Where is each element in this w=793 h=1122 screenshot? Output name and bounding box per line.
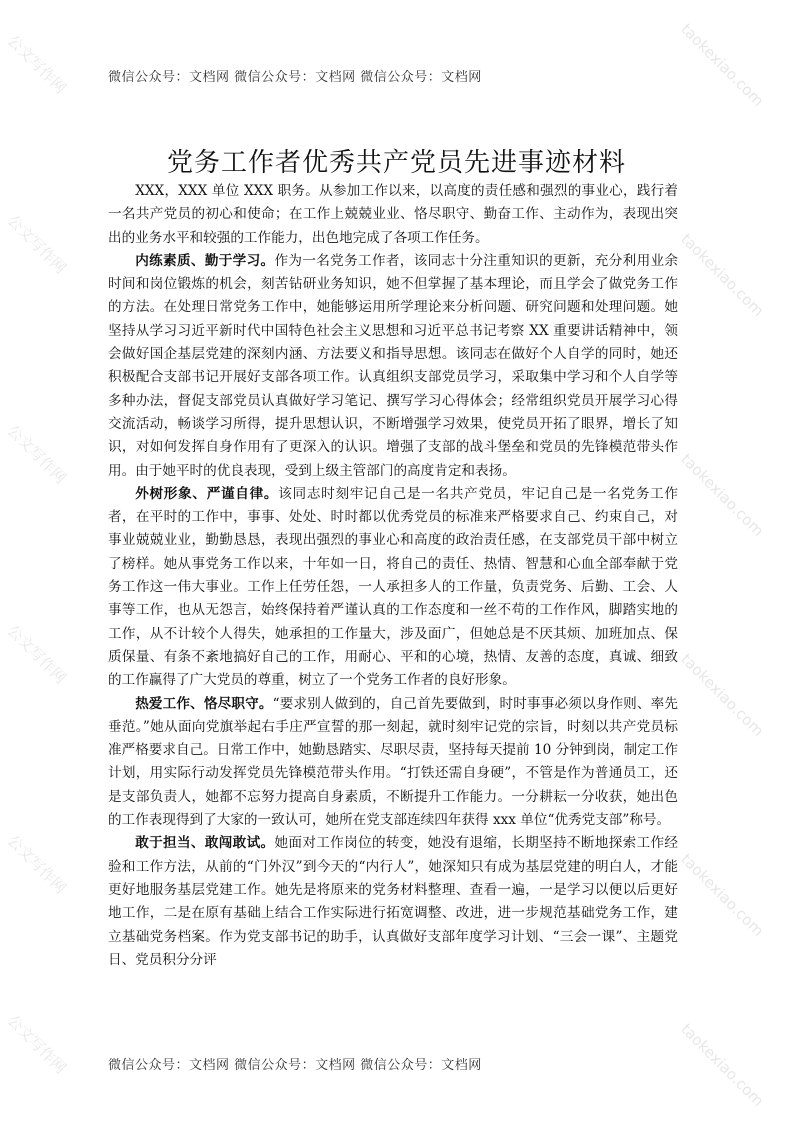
document-body [108,180,678,972]
watermark: 公文写作网 [3,31,70,98]
paragraph [108,180,678,250]
paragraph-text: “要求别人做到的，自己首先要做到，时时事事必须以身作则、率先垂范。”她从面向党旗举起右手庄严宣誓的那一刻起，就时刻牢记党的宗旨，时刻以共产党员标准严格要求自己。日常工作中，她勤恳踏实、尽职尽责，坚持每天提前 10 分钟到岗，制定工作计划，用实际行动发挥党员先锋模范带头作用。“打铁还需自身硬”，不管是作为普通员工，还是支部负责人，她都不忘努力提高自身素质，不断提升工作能力。一分耕耘一分收获，她出色的工作表现得到了大家的一致认可，她所在党支部连续四年获得 xxx 单位“优秀党支部”称号。 [108,695,679,829]
paragraph-lead: 敢于担当、敢闯敢试。 [135,835,275,852]
watermark: taokexiao.com [677,850,768,941]
paragraph [108,693,678,833]
watermark: 公文写作网 [3,621,70,688]
document-title: 党务工作者优秀共产党员先进事迹材料 [166,148,626,178]
watermark: 公文写作网 [3,1011,70,1078]
paragraph-lead: 内练素质、勤于学习。 [135,252,275,269]
paragraph [108,483,678,693]
paragraph-text: XXX，XXX 单位 XXX 职务。从参加工作以来，以高度的责任感和强烈的事业心，践行着一名共产党员的初心和使命；在工作上兢兢业业、恪尽职守、勤奋工作、主动作为，表现出突出的业务水平和较强的工作能力，出色地完成了各项工作任务。 [108,183,678,246]
watermark: taokexiao.com [677,650,768,741]
paragraph [108,832,678,972]
page-header: 微信公众号：文档网 微信公众号：文档网 微信公众号：文档网 [108,70,482,85]
watermark: taokexiao.com [677,230,768,321]
page-footer: 微信公众号：文档网 微信公众号：文档网 微信公众号：文档网 [108,1058,482,1073]
paragraph-text: 作为一名党务工作者，该同志十分注重知识的更新，充分利用业余时间和岗位锻炼的机会，刻苦钻研业务知识，她不但掌握了基本理论，而且学会了做党务工作的方法。在处理日常党务工作中，她能够运用所学理论来分析问题、研究问题和处理问题。她坚持从学习习近平新时代中国特色社会主义思想和习近平总书记考察 XX 重要讲话精神中，领会做好国企基层党建的深刻内涵、方法要义和指导思想。该同志在做好个人自学的同时，她还积极配合支部书记开展好支部各项工作。认真组织支部党员学习，采取集中学习和个人自学等多种办法，督促支部党员认真做好学习笔记、撰写学习心得体会；经常组织党员开展学习心得交流活动，畅谈学习所得，提升思想认识，不断增强学习效果，使党员开拓了眼界，增长了知识，对如何发挥自身作用有了更深入的认识。增强了支部的战斗堡垒和党员的先锋模范带头作用。由于她平时的优良表现，受到上级主管部门的高度肯定和表扬。 [108,252,679,479]
watermark: 公文写作网 [3,421,70,488]
paragraph-lead: 热爱工作、恪尽职守。 [135,695,273,712]
watermark: taokexiao.com [677,1020,768,1111]
paragraph-text: 该同志时刻牢记自己是一名共产党员，牢记自己是一名党务工作者，在平时的工作中，事事、处处、时时都以优秀党员的标准来严格要求自己、约束自己，对事业兢兢业业，勤勤恳恳，表现出强烈的事业心和高度的政治责任感，在支部党员干部中树立了榜样。她从事党务工作以来，十年如一日，将自己的责任、热情、智慧和心血全部奉献于党务工作这一伟大事业。工作上任劳任怨，一人承担多人的工作量，负责党务、后勤、工会、人事等工作，也从无怨言，始终保持着严谨认真的工作态度和一丝不苟的工作作风，脚踏实地的工作，从不计较个人得失，她承担的工作量大，涉及面广，但她总是不厌其烦、加班加点、保质保量、有条不紊地搞好自己的工作，用耐心、平和的心境，热情、友善的态度，真诚、细致的工作赢得了广大党员的尊重，树立了一个党务工作者的良好形象。 [108,485,679,689]
watermark: 公文写作网 [3,831,70,898]
watermark: taokexiao.com [677,20,768,111]
paragraph-lead: 外树形象、严谨自律。 [135,485,279,502]
watermark: 公文写作网 [3,211,70,278]
watermark: taokexiao.com [677,450,768,541]
paragraph-text: 她面对工作岗位的转变，她没有退缩，长期坚持不断地探索工作经验和工作方法，从前的“门外汉”到今天的“内行人”，她深知只有成为基层党建的明白人，才能更好地服务基层党建工作。她先是将原来的党务材料整理、查看一遍，一是学习以便以后更好地工作，二是在原有基础上结合工作实际进行拓宽调整、改进，进一步规范基础党务工作，建立基础党务档案。作为党支部书记的助手，认真做好支部年度学习计划、“三会一课”、主题党日、党员积分分评 [108,835,679,968]
paragraph [108,250,678,483]
